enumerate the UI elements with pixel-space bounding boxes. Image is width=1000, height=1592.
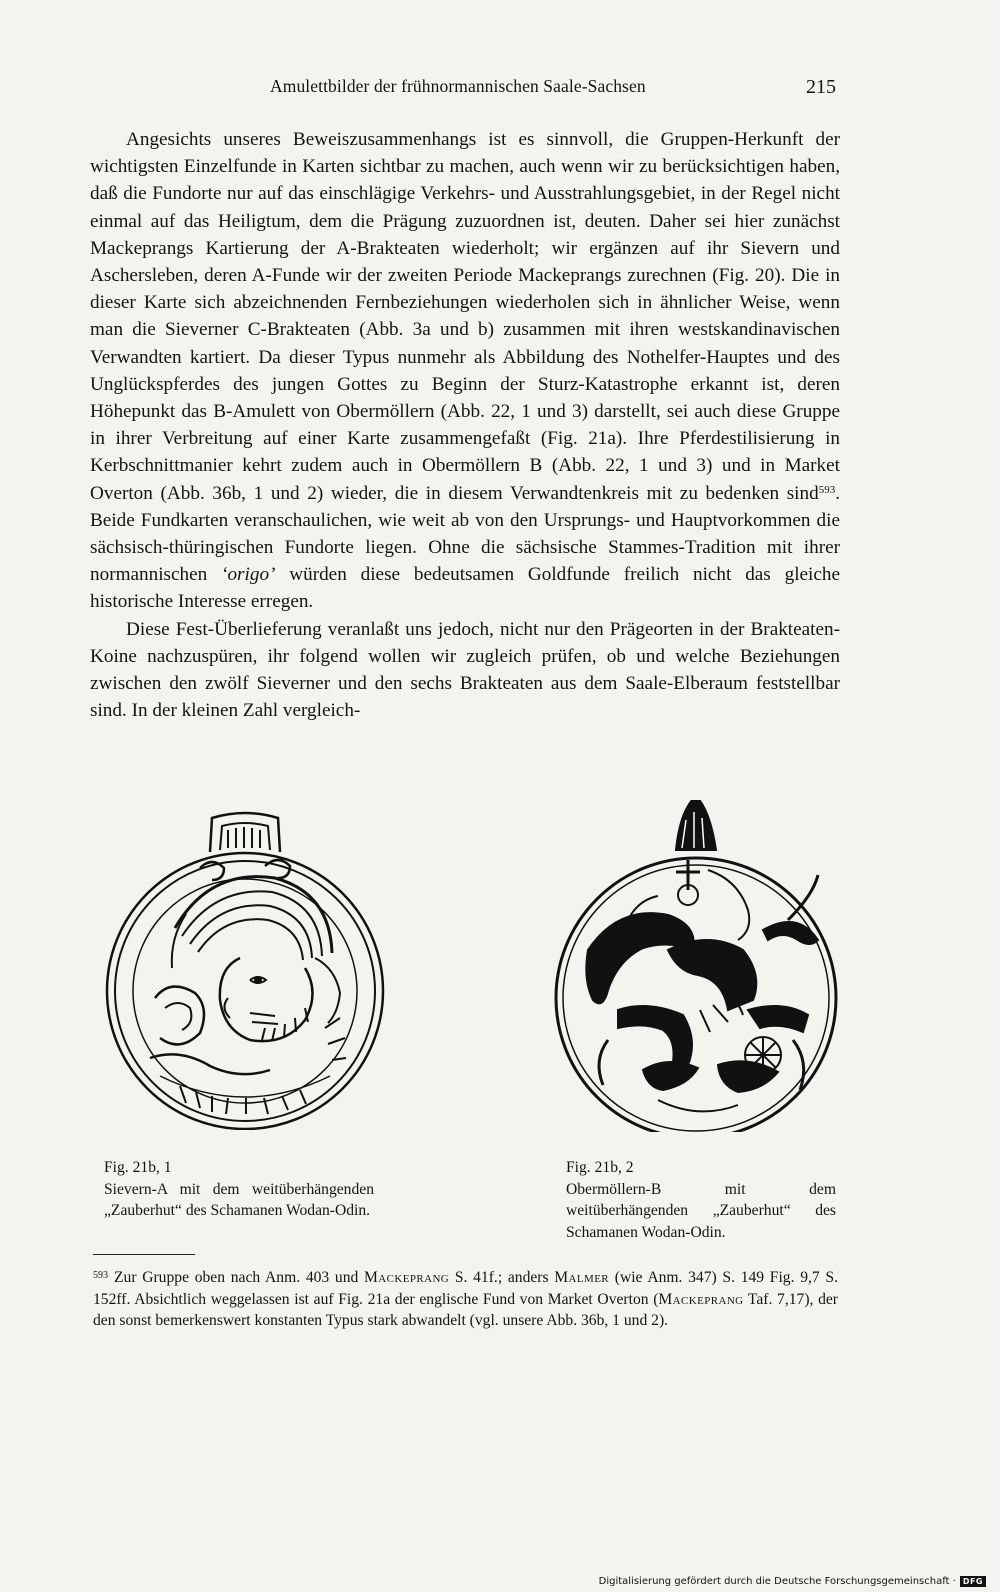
figure-caption-2 (566, 1157, 836, 1243)
body-text (90, 126, 840, 724)
figure-sievern-bracteate (100, 808, 390, 1130)
paragraph-1: Angesichts unseres Beweiszusammenhangs ist es sinnvoll, die Gruppen-Herkunft der wichtigsten Einzelfunde in Karten sichtbar zu machen, auch wenn wir zu berücksichtigen haben, daß die Fundorte nur auf das einschlägige Verkehrs- und Ausstrahlungsgebiet, in der Regel nicht einmal auf das Heiligtum, dem die Prägung zuzuordnen ist, deuten. Daher sei hier zunächst Mackeprangs Kartierung der A-Brakteaten wiederholt; wir ergänzen auf ihr Sievern und Aschersleben, deren A-Funde wir der zweiten Periode Mackeprangs zurechnen (Fig. 20). Die in dieser Karte sich abzeichnenden Fernbeziehungen wiederholen sich in ähnlicher Weise, wenn man die Sieverner C-Brakteaten (Abb. 3a und b) zusammen mit ihren westskandinavischen Verwandten kartiert. Da dieser Typus nunmehr als Abbildung des Nothelfer-Hauptes und des Unglückspferdes des jungen Gottes zu Beginn der Sturz-Katastrophe erkannt ist, deren Höhepunkt das B-Amulett von Obermöllern (Abb. 22, 1 und 3) darstellt, sei auch diese Gruppe in ihrer Verbreitung auf einer Karte zusammengefaßt (Fig. 21a). Ihre Pferdestilisierung in Kerbschnittmanier kehrt zudem auch in Obermöllern B (Abb. 22, 1 und 3) und in Market Overton (Abb. 36b, 1 und 2) wieder, die in diesem Verwandtenkreis mit zu bedenken sind$^{593}$. Beide Fundkarten veranschaulichen, wie weit ab von den Ursprungs- und Hauptvorkommen die sächsisch-thüringischen Fundorte liegen. Ohne die sächsische Stammes-Tradition mit ihrer normannischen ‘origo’ würden diese bedeutsamen Goldfunde freilich nicht das gleiche historische Interesse erregen. (90, 129, 840, 613)
footnote-number: 593 (93, 1270, 108, 1281)
digitization-credit: Digitalisierung gefördert durch die Deutsche Forschungsgemeinschaft · DFG (599, 1576, 986, 1587)
footnote-593: $^{593}$ Zur Gruppe oben nach Anm. 403 und Mackeprang S. 41f.; anders Malmer (wie Anm. 347) S. 149 Fig. 9,7 S. 152ff. Absichtlich weggelassen ist auf Fig. 21a der englische Fund von Market Overton (Mackeprang Taf. 7,17), der den sonst bemerkenswert konstanten Typus stark abwandelt (vgl. unsere Abb. 36b, 1 und 2). (93, 1269, 838, 1329)
figure-caption-text: Obermöllern-B mit dem weitüberhängenden „Zauberhut“ des Schamanen Wodan-Odin. (566, 1180, 836, 1241)
figure-obermoellern-bracteate (548, 800, 846, 1132)
paragraph-2: Diese Fest-Überlieferung veranlaßt uns jedoch, nicht nur den Prägeorten in der Brakteaten-Koine nachzuspüren, ihr folgend wollen wir zugleich prüfen, ob und welche Beziehungen zwischen den zwölf Sieverner und den sechs Brakteaten aus dem Saale-Elberaum feststellbar sind. In der kleinen Zahl vergleich- (90, 618, 840, 722)
figure-caption-text: Sievern-A mit dem weitüberhängenden „Zauberhut“ des Schamanen Wodan-Odin. (104, 1180, 374, 1219)
dfg-logo: DFG (960, 1576, 986, 1587)
page-number: 215 (806, 76, 836, 98)
figure-label: Fig. 21b, 2 (566, 1159, 634, 1176)
figure-label: Fig. 21b, 1 (104, 1159, 172, 1176)
footnote-ref[interactable]: 593 (818, 483, 836, 496)
footnote-separator (93, 1254, 195, 1255)
running-title: Amulettbilder der frühnormannischen Saale-Sachsen (270, 76, 646, 96)
figure-caption-1 (104, 1157, 374, 1222)
